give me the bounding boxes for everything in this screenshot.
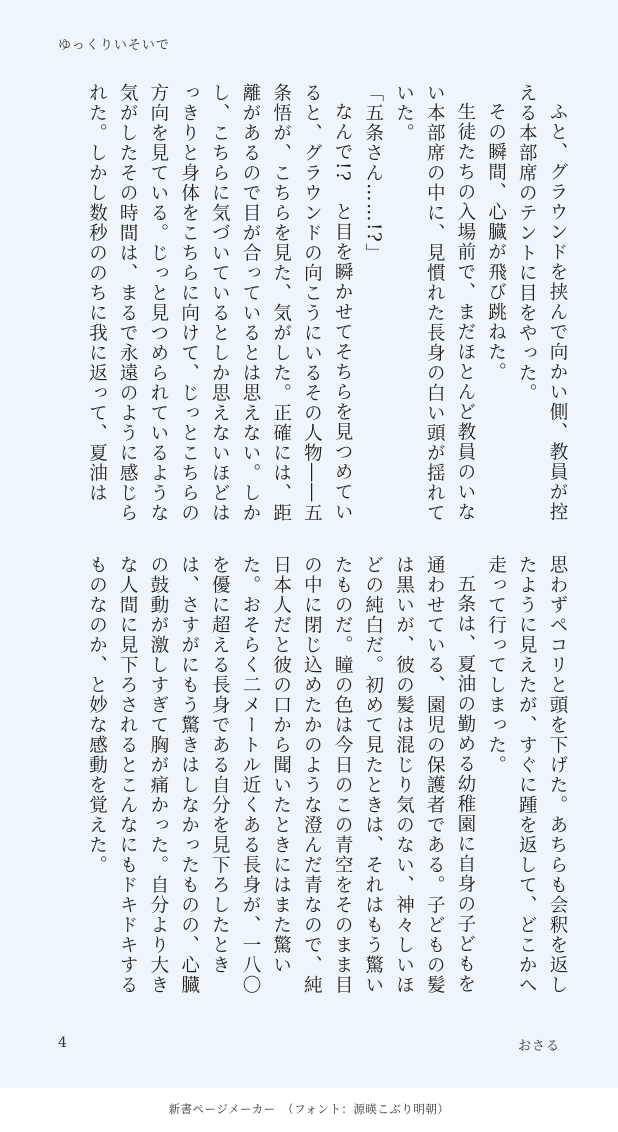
paragraph: ふと、グラウンドを挟んで向かい側、教員が控える本部席のテントに目をやった。 xyxy=(516,83,568,522)
running-header: ゆっくりいそいで xyxy=(58,38,170,53)
paragraph: 五条は、夏油の勤める幼稚園に自身の子どもを通わせている、園児の保護者である。子どもの髪は黒いが、彼の髪は混じり気のない、神々しいほどの純白だ。初めて見たときは、それはもう驚いたものだ。瞳の色は今日のこの青空をそのまま目の中に閉じ込めたかのような澄んだ青なので、純日本人だと彼の口から聞いたときにはまた驚いた。おそらく二メートル近くある長身が、一八〇を優に超える長身である自分を見下ろしたときは、さすがにもう驚きはしなかったものの、心臓の鼓動が激しすぎて胸が痛かった。自分より大きな人間に見下ろされるとこんなにもドキドキするものなのか、と妙な感動を覚えた。 xyxy=(86,555,476,995)
text-block-upper xyxy=(52,83,572,528)
paragraph: なんで!? と目を瞬かせてそちらを見つめていると、グラウンドの向こうにいるその人物――五条悟が、こちらを見た、気がした。正確には、距離があるので目が合っているとは思えない。しかし、こちらに気づいているとしか思えないほどはっきりと身体をこちらに向けて、じっとこちらの方向を見ている。じっと見つめられているような気がしたその時間は、まるで永遠のように感じられた。しかし数秒ののちに我に返って、夏油は xyxy=(86,83,354,523)
paragraph-continued: 思わずペコリと頭を下げた。あちらも会釈を返したように見えたが、すぐに踵を返して、どこかへ走って行ってしまった。 xyxy=(485,555,568,995)
generator-credit: 新書ページメーカー （フォント：源暎こぶり明朝） xyxy=(168,1102,450,1116)
page-number: 4 xyxy=(58,1035,67,1051)
author-name: おさる xyxy=(517,1039,560,1054)
paragraph: その瞬間、心臓が飛び跳ねた。 xyxy=(485,101,507,382)
text-block-lower xyxy=(52,555,572,1000)
dialogue-line: 「五条さん……!?」 xyxy=(362,83,384,264)
paragraph: 生徒たちの入場前で、まだほとんど教員のいない本部席の中に、見慣れた長身の白い頭が揺れていた。 xyxy=(393,83,476,523)
